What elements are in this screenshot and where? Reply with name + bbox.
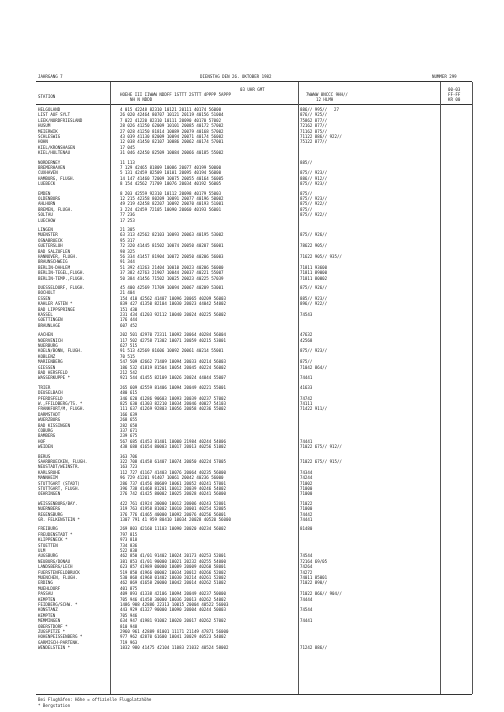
station-name: W.,FFILDBERG/TS. * <box>38 401 83 406</box>
station-name: NOERVENICH <box>38 337 63 343</box>
station-name: WEISSENBURG/BAY. <box>38 500 78 506</box>
station-name: KLIPPENECK * <box>38 537 68 543</box>
station-name: LUEBECK <box>38 181 56 187</box>
station-values: 186 532 41819 81504 10054 20045 40224 56002 <box>120 364 226 370</box>
station-weather-groups: 886// 995// <box>300 107 328 112</box>
station-values: 462 869 41658 20000 10042 20014 40262 51002 <box>120 580 226 586</box>
station-name: ESSEN <box>38 295 51 301</box>
station-weather-groups: 74742 <box>300 395 313 401</box>
period-label: 00-03 <box>448 87 461 92</box>
station-values: 462 850 41/01 91402 10024 20173 40253 52001 <box>120 553 226 559</box>
station-name: DUESSELDORF, FLUGH. <box>38 285 85 290</box>
station-name: SCHLESWIG <box>38 134 61 139</box>
station-weather-groups: 71000 <box>300 491 313 497</box>
station-column-header: STATION <box>38 94 56 99</box>
station-name: NUERNBERG <box>38 506 61 512</box>
station-name: LEEK/NORDFRIESLAND <box>38 117 83 123</box>
station-weather-groups: 875// 923// <box>300 196 328 201</box>
station-weather-groups: 876// 925// <box>300 112 328 118</box>
station-name: FEIDBERG/SCHW. * <box>38 602 78 607</box>
station-name: HOF <box>38 438 46 444</box>
station-name: AUGSBURG <box>38 553 58 559</box>
station-name: PASSAU <box>38 591 53 597</box>
station-name: HUSUM <box>38 123 51 129</box>
station-extra-value: 27 <box>334 107 339 112</box>
station-values: 627 515 <box>120 343 138 348</box>
station-weather-groups: 875// <box>300 359 313 365</box>
station-weather-groups: 71022 675// 915// <box>300 459 342 464</box>
station-weather-groups: 74441 <box>300 375 313 381</box>
station-name: FUERSTENFELDBRUCK <box>38 569 80 575</box>
station-values: 51 392 41263 21404 10010 20023 40206 56000 <box>120 264 224 270</box>
station-values: 77 236 <box>120 212 135 218</box>
station-name: WUERZBURG <box>38 417 61 423</box>
station-name: MUENSTER <box>38 232 58 238</box>
station-name: GR. FELKENSTEIN * <box>38 517 80 522</box>
station-values: 396 738 41468 81201 10012 20039 40246 54002 <box>120 486 226 491</box>
station-values: 163 723 <box>120 464 138 470</box>
station-row <box>0 150 504 155</box>
station-name: KEMPTEN <box>38 596 56 602</box>
station-name: GOETTINGEN <box>38 317 63 323</box>
station-name: MUEHLDORF <box>38 585 61 591</box>
station-weather-groups: 74444 <box>300 596 313 602</box>
station-values: 112 727 41167 41403 10076 20064 40235 56000 <box>120 469 226 475</box>
station-values: 797 815 <box>120 531 138 537</box>
station-weather-groups: 72164 69/05 <box>300 558 328 564</box>
station-name: AHLHORN <box>38 201 56 207</box>
station-name: COBURG <box>38 428 53 433</box>
station-name: KASSEL <box>38 312 53 317</box>
station-values: 176 444 <box>120 317 138 323</box>
station-values: 117 502 42758 71302 10071 20059 40215 53001 <box>120 337 226 343</box>
station-row <box>0 444 504 449</box>
station-values: 810 948 <box>120 623 138 629</box>
station-name: OLDENBURG <box>38 196 61 201</box>
station-values: 21 404 <box>120 290 135 296</box>
observation-time: 03 UHR GMT <box>240 87 265 92</box>
station-values: 56 334 41457 81904 10072 20050 40206 56003 <box>120 254 224 259</box>
station-name: NUERBURG <box>38 343 58 348</box>
station-weather-groups: 71022 675// 912// <box>300 444 342 450</box>
station-weather-groups: 72162 877// <box>300 123 328 129</box>
station-weather-groups: 875// 922// <box>300 201 328 207</box>
station-values: 634 947 41981 91002 10020 20017 40262 57002 <box>120 618 226 624</box>
station-values: 973 818 <box>120 537 138 543</box>
station-values: 825 630 41303 82210 10034 20046 40027 54103 <box>120 401 226 406</box>
station-name: STUTTGART, FLUGH. <box>38 486 80 491</box>
station-name: SAARBRUECKEN, FLUGH. <box>38 459 88 464</box>
station-weather-groups: 875// 926// <box>300 285 328 290</box>
station-values: 1832 980 41475 42104 11083 21032 40524 58002 <box>120 645 229 651</box>
station-values: 7 022 41220 82310 10111 20090 40170 57002 <box>120 117 222 123</box>
station-values: 530 868 41968 01402 10030 20214 40261 52002 <box>120 575 226 580</box>
station-values: 337 671 <box>120 428 138 433</box>
station-values: 202 501 42970 72311 10092 20064 40284 56004 <box>120 332 226 338</box>
station-values: 282 658 <box>120 422 138 428</box>
station-weather-groups: 74442 <box>300 511 313 517</box>
station-values: 111 637 41269 92803 10056 20058 40236 55002 <box>120 406 226 412</box>
station-weather-groups: 74272 <box>300 569 313 575</box>
station-values: 12 215 42358 80209 10091 20077 40196 50002 <box>120 196 224 201</box>
station-weather-groups: 74264 <box>300 564 313 570</box>
station-row <box>0 491 504 496</box>
station-name: OEHRINGEN <box>38 491 61 497</box>
station-weather-groups: 875// <box>300 206 313 212</box>
station-name: WASSERKUPPE * <box>38 375 71 381</box>
station-weather-groups: 75862 877// <box>300 117 328 123</box>
station-values: 3 224 42459 72105 10090 20060 40193 56001 <box>120 206 222 212</box>
station-weather-groups: 875// 923// <box>300 181 328 187</box>
issue-number: NUMMER 299 <box>432 74 457 79</box>
station-values: 21 305 <box>120 227 135 232</box>
station-values: 443 929 41327 90000 10090 20004 40244 50003 <box>120 607 226 613</box>
station-weather-groups: 74111 <box>300 401 313 406</box>
station-values: 8 203 42559 92310 10112 20098 40179 55003 <box>120 190 222 196</box>
station-weather-groups: 71022 866// 904// <box>300 591 342 597</box>
station-weather-groups: 886// 912// <box>300 175 328 181</box>
station-name: REGENSBURG <box>38 511 63 517</box>
station-values: 705 946 <box>120 612 138 618</box>
station-values: 2960 961 42889 81001 11171 21149 47871 56000 <box>120 629 229 634</box>
station-weather-groups: 74011 85001 <box>300 575 328 580</box>
station-values: 26 020 42464 80707 10121 20119 40156 51004 <box>120 112 224 118</box>
station-weather-groups: 41633 <box>300 384 313 390</box>
station-values: 269 803 42160 11103 10090 20020 40234 56002 <box>120 526 226 532</box>
station-values: 239 675 <box>120 433 138 439</box>
station-weather-groups: 74544 <box>300 553 313 559</box>
station-weather-groups: 71000 <box>300 506 313 512</box>
station-row <box>0 276 504 281</box>
station-values: 166 639 <box>120 411 138 417</box>
station-name: STUTTGART (STADT) <box>38 480 80 486</box>
station-weather-groups: 74244 <box>300 475 313 481</box>
station-name: DEUSELBACH <box>38 390 63 396</box>
station-values: 43 039 41130 82009 10094 20071 40174 56002 <box>120 134 224 139</box>
station-values: 921 544 41455 82109 10026 20024 44044 55007 <box>120 375 226 381</box>
station-values: 91 513 42569 81606 10092 20061 40214 55001 <box>120 348 224 354</box>
station-name: ERDING <box>38 580 53 586</box>
footnote-airport-height: Bei Flughäfen: Höhe = offizielle Flugplatzhöhe <box>38 697 152 702</box>
station-name: LIST AUF SYLT <box>38 112 71 118</box>
station-values: 151 430 <box>120 306 138 312</box>
station-values: 14 147 41460 72009 10075 20055 40164 56005 <box>120 175 224 181</box>
station-values: 5 131 42459 82509 10101 20095 40194 56000 <box>120 170 222 176</box>
station-weather-groups: 875// 922// <box>300 212 328 218</box>
station-values: 422 761 41924 30000 10012 20006 40243 52001 <box>120 500 226 506</box>
station-name: BREMERHAVEN <box>38 165 66 170</box>
station-name: MEMMINGEN <box>38 618 61 624</box>
station-name: BAD SALZUFLEN <box>38 248 71 254</box>
station-values: 49 219 42458 82207 10092 20070 40193 51001 <box>120 201 224 207</box>
station-weather-groups: 81480 <box>300 526 313 532</box>
station-weather-groups: 71811 93600 <box>300 264 328 270</box>
station-name: CUXHAVEN <box>38 170 58 176</box>
station-name: WENDELSTEIN * <box>38 645 71 651</box>
station-values: 45 400 42569 71709 10094 20067 40209 53001 <box>120 285 224 290</box>
station-values: 322 708 41458 61407 10074 20050 40224 57005 <box>120 459 226 464</box>
station-weather-groups: 885// <box>300 159 313 165</box>
station-name: TRIER <box>38 384 51 390</box>
station-values: 381 853 41/01 90000 10021 20232 40255 54000 <box>120 558 226 564</box>
station-weather-groups: 71811 89000 <box>300 270 328 276</box>
station-name: NEUSTADT/WEINSTR. <box>38 464 80 470</box>
station-weather-groups: 71000 <box>300 486 313 491</box>
station-weather-groups: 74441 <box>300 438 313 444</box>
station-weather-groups: 75122 877// <box>300 139 328 145</box>
station-values: 28 026 41250 62009 10101 20085 40172 57002 <box>120 123 224 129</box>
station-name: KIEL/KRONSHAGEN <box>38 144 75 150</box>
station-name: KAHLER ASTEN * <box>38 301 73 307</box>
station-values: 409 893 41338 42106 10094 20049 40237 50000 <box>120 591 226 597</box>
station-name: FREIBURG <box>38 526 58 532</box>
station-values: 72 320 41445 81502 10074 20050 40207 56001 <box>120 243 224 249</box>
station-values: 212 542 <box>120 370 138 375</box>
station-values: 17 253 <box>120 217 135 223</box>
station-weather-groups: 875// 923// <box>300 348 328 354</box>
gust-column-subheader: KR 00 <box>448 97 461 102</box>
station-name: MEIERWIK <box>38 128 58 134</box>
station-values: 7 129 42465 81809 10086 20077 40199 50000 <box>120 165 222 170</box>
station-values: 519 858 41966 00002 10034 20012 40266 52002 <box>120 569 226 575</box>
gust-column-header: FF-FF <box>448 92 461 97</box>
station-name: NEUBURG/DONAU <box>38 558 71 564</box>
station-weather-groups: 71422 911// <box>300 406 328 412</box>
station-values: 719 963 <box>120 639 138 645</box>
station-weather-groups: 74441 <box>300 517 313 522</box>
station-weather-groups: 74544 <box>300 607 313 613</box>
station-name: FREUDENSTADT * <box>38 531 73 537</box>
station-row <box>0 517 504 522</box>
station-name: KOELN/BONN, FLUGH. <box>38 348 83 354</box>
station-name: BERLIN-DAHLEM <box>38 264 71 270</box>
station-name: KEMPTEN <box>38 612 56 618</box>
station-values: 12 038 41450 82107 10086 20062 40174 57001 <box>120 139 224 145</box>
station-values: 839 427 41350 82104 10030 20023 44042 54002 <box>120 301 226 307</box>
station-name: LUECHOW <box>38 217 56 223</box>
station-values: 319 763 41958 81002 10010 20001 40254 52005 <box>120 506 226 512</box>
station-weather-groups: 71042 864// <box>300 364 328 370</box>
data-columns-subheader: NH N NDDD <box>130 97 153 102</box>
station-name: BAD HERSFELD <box>38 370 68 375</box>
weather-columns-header: 7WWWW 8NCCC 9HH// <box>306 92 348 97</box>
station-name: OSNABRUECK <box>38 237 63 243</box>
station-values: 401 875 <box>120 585 138 591</box>
station-weather-groups: 71002 <box>300 480 313 486</box>
station-values: 623 857 41989 00000 10089 20009 40260 58001 <box>120 564 226 570</box>
station-values: 31 046 42450 82509 10084 20066 40185 55002 <box>120 150 224 156</box>
station-values: 268 655 <box>120 417 138 423</box>
station-row <box>0 375 504 380</box>
station-values: 17 045 <box>120 144 135 150</box>
station-name: PFERDSFELD <box>38 395 63 401</box>
station-values: 95 317 <box>120 237 135 243</box>
station-weather-groups: 71022 <box>300 500 313 506</box>
station-values: 265 609 42559 81406 10094 20049 40221 55001 <box>120 384 226 390</box>
station-values: 276 742 41425 80002 10025 20028 40241 56000 <box>120 491 226 497</box>
weather-columns-subheader: 12 HLMH <box>316 97 334 102</box>
station-name: MANNHEIM <box>38 475 58 481</box>
station-weather-groups: 875// 923// <box>300 170 328 176</box>
header-rule-bottom <box>36 104 472 105</box>
station-values: 231 434 41203 92112 10040 20024 40225 56002 <box>120 312 226 317</box>
station-values: 346 620 41286 90603 10093 20039 40237 57002 <box>120 395 226 401</box>
station-name: BERLIN-TEMP.,FLUGH. <box>38 275 85 281</box>
station-name: STOETTEN <box>38 542 58 548</box>
station-name: HANNOVER, FLUGH. <box>38 254 78 259</box>
station-name: EMDEN <box>38 190 51 196</box>
station-values: 977 962 42870 61600 10041 20029 40523 54002 <box>120 634 226 640</box>
station-name: MUENCHEN, FLUGH. <box>38 575 78 580</box>
station-name: BOCHOLT <box>38 290 56 296</box>
station-name: HAMBURG, FLUGH. <box>38 175 75 181</box>
station-values: 50 384 41456 71502 10025 20023 40225 57039 <box>120 275 224 281</box>
station-values: 705 946 41458 30000 10036 20013 40262 54002 <box>120 596 226 602</box>
station-values: 11 113 <box>120 159 135 165</box>
footer-rule <box>36 694 472 695</box>
station-name: LINGEN <box>38 227 53 232</box>
station-name: KIEL/HOLTENAU <box>38 150 71 156</box>
station-name: KONSTANZ <box>38 607 58 613</box>
station-name: BERUS <box>38 453 51 459</box>
station-weather-groups: 71622 905// 935// <box>300 254 342 259</box>
station-weather-groups: 78622 905// <box>300 243 328 249</box>
station-name: NORDERNEY <box>38 159 61 165</box>
station-name: MARIENBERG <box>38 359 63 365</box>
station-values: 98 325 <box>120 248 135 254</box>
station-name: BRAUNLAGE <box>38 322 61 328</box>
station-name: GARMISCH-PARTENK. <box>38 639 80 645</box>
station-values: 1486 908 42886 22313 10015 20004 40522 56003 <box>120 602 229 607</box>
station-name: HOHENPEISSENBERG * <box>38 634 83 640</box>
station-name: KOBLENZ <box>38 353 56 359</box>
station-values: 1307 791 41 959 80410 10034 20028 40520 56000 <box>120 517 231 522</box>
station-name: BREMEN, FLUGH. <box>38 206 73 212</box>
station-name: FRANKFURT/M, FLUGH. <box>38 406 85 412</box>
station-values: 607 452 <box>120 322 138 328</box>
station-values: 4 015 42248 82310 10121 20111 40174 56000 <box>120 107 222 112</box>
station-name: GUETERSLOH <box>38 243 63 249</box>
volume-label: JAHRGANG 7 <box>38 74 63 79</box>
station-name: BAD LIPPSPRINGE <box>38 306 75 312</box>
station-name: ZUGSPITZE * <box>38 629 66 634</box>
station-weather-groups: 74543 <box>300 312 313 317</box>
station-name: BAD KISSINGEN <box>38 422 71 428</box>
station-values: 154 410 42562 41407 10096 20065 40209 56003 <box>120 295 226 301</box>
station-values: 8 154 42562 71709 10076 20034 40192 56005 <box>120 181 222 187</box>
station-values: 363 706 <box>120 453 138 459</box>
station-name: BERLIN-TEGEL,FLUGH. <box>38 270 85 276</box>
station-values: 70 515 <box>120 353 135 359</box>
station-values: 63 313 42562 82103 10093 20063 40195 53002 <box>120 232 224 238</box>
station-name: BRAUNSCHWEIG <box>38 259 68 265</box>
station-values: 91 344 <box>120 259 135 265</box>
data-columns-header: HOEHE III IIWWW NDDFF 1STTT 2STTT 4PPPP 5APPP <box>120 92 231 97</box>
station-values: 547 509 42662 71409 10094 20033 40214 56003 <box>120 359 226 365</box>
station-weather-groups: 74441 <box>300 618 313 624</box>
station-weather-groups: 42568 <box>300 337 313 343</box>
station-name: BAMBERG <box>38 433 56 439</box>
station-values: 734 836 <box>120 542 138 548</box>
station-name: DARMSTADT <box>38 411 61 417</box>
station-weather-groups: 47632 <box>300 332 313 338</box>
station-name: HOHN <box>38 139 48 145</box>
station-name: AACHEN <box>38 332 53 338</box>
station-weather-groups: 896// 922// <box>300 301 328 307</box>
station-values: 480 615 <box>120 390 138 396</box>
station-name: KARLSRUHE <box>38 469 61 475</box>
station-weather-groups: 71242 886// <box>300 645 328 651</box>
station-weather-groups: 71162 875// <box>300 128 328 134</box>
station-row <box>0 218 504 223</box>
station-name: ULM <box>38 548 46 553</box>
station-name: GIESSEN <box>38 364 56 370</box>
station-name: HELGOLAND <box>38 107 61 112</box>
header-rule-top <box>36 81 472 82</box>
station-values: 438 688 41654 80003 10017 20013 40256 51002 <box>120 444 226 450</box>
station-values: 286 737 41456 80609 10061 20052 40241 57001 <box>120 480 226 486</box>
station-values: 522 838 <box>120 548 138 553</box>
station-name: LANDSBERG/LECH <box>38 564 73 570</box>
report-date: DIENSTAG DEN 26. OKTOBER 1982 <box>200 74 272 79</box>
station-values: 567 685 41453 81401 10000 21984 40244 54006 <box>120 438 226 444</box>
station-weather-groups: 74344 <box>300 469 313 475</box>
station-weather-groups: 875// 926// <box>300 232 328 238</box>
station-name: SOLTAU <box>38 212 53 218</box>
station-values: 37 382 42763 21907 10044 20037 40221 55007 <box>120 270 224 276</box>
footnote-mountain-station: * Bergstation <box>38 703 71 708</box>
station-row <box>0 181 504 186</box>
station-values: 376 776 41465 40000 10092 20076 40256 56001 <box>120 511 226 517</box>
station-weather-groups: 71022 890// <box>300 580 328 586</box>
station-row <box>0 645 504 650</box>
station-row <box>0 323 504 328</box>
station-values: 96 729 41201 91407 10061 20042 40236 56000 <box>120 475 224 481</box>
station-weather-groups: 71811 80002 <box>300 275 328 281</box>
station-weather-groups: 875// <box>300 190 313 196</box>
station-name: OBERSTDORF * <box>38 623 68 629</box>
station-weather-groups: 885// 923// <box>300 295 328 301</box>
station-name: WEIDEN <box>38 444 53 450</box>
station-weather-groups: 71122 886// 922// <box>300 134 342 139</box>
station-values: 27 028 41250 81814 10089 20079 40168 57002 <box>120 128 224 134</box>
